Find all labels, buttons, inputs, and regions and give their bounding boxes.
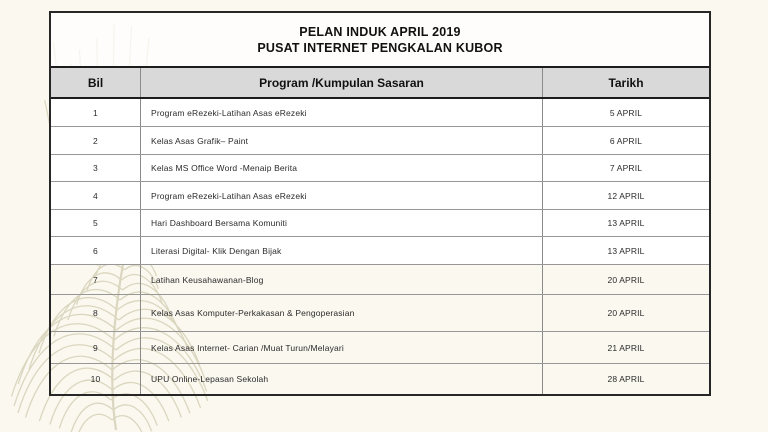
bil-cell: 3 (93, 163, 98, 173)
program-cell: Program eRezeki-Latihan Asas eRezeki (140, 182, 543, 209)
table-row (51, 99, 709, 127)
program-cell: Kelas Asas Grafik– Paint (140, 127, 543, 154)
tarikh-cell: 12 APRIL (607, 190, 645, 201)
bil-cell: 8 (93, 308, 98, 318)
program-cell: Literasi Digital- Klik Dengan Bijak (140, 237, 543, 264)
program-cell: Kelas Asas Internet- Carian /Muat Turun/Melayari (140, 332, 543, 363)
bil-cell: 5 (93, 218, 98, 228)
bil-cell: 10 (90, 374, 101, 384)
table-row (51, 127, 709, 155)
bil-cell: 4 (93, 190, 98, 201)
tarikh-cell: 28 APRIL (607, 374, 645, 384)
bil-cell: 7 (93, 274, 98, 285)
bil-cell: 2 (93, 135, 98, 146)
title-line-2: PUSAT INTERNET PENGKALAN KUBOR (257, 40, 503, 55)
table-header-row (51, 68, 709, 99)
header-program: Program /Kumpulan Sasaran (140, 68, 543, 97)
table-row (51, 182, 709, 210)
tarikh-cell: 13 APRIL (607, 245, 645, 256)
table-title (51, 13, 709, 68)
table-row (51, 155, 709, 182)
bil-cell: 9 (93, 342, 98, 353)
tarikh-cell: 7 APRIL (609, 163, 643, 173)
tarikh-cell: 20 APRIL (607, 274, 645, 285)
table-row (51, 237, 709, 265)
table-row (51, 332, 709, 364)
table-row (51, 295, 709, 332)
tarikh-cell: 20 APRIL (607, 308, 645, 318)
tarikh-cell: 13 APRIL (607, 218, 645, 228)
schedule-table (49, 11, 711, 396)
table-row (51, 265, 709, 295)
bil-cell: 1 (93, 107, 98, 118)
table-row (51, 364, 709, 394)
program-cell: Kelas MS Office Word -Menaip Berita (140, 155, 543, 181)
tarikh-cell: 6 APRIL (609, 135, 643, 146)
title-line-1: PELAN INDUK APRIL 2019 (299, 24, 461, 39)
header-tarikh: Tarikh (608, 75, 644, 90)
program-cell: UPU Online-Lepasan Sekolah (140, 364, 543, 394)
header-bil: Bil (87, 75, 104, 90)
tarikh-cell: 5 APRIL (609, 107, 643, 118)
program-cell: Kelas Asas Komputer-Perkakasan & Pengoperasian (140, 295, 543, 331)
program-cell: Program eRezeki-Latihan Asas eRezeki (140, 99, 543, 126)
program-cell: Hari Dashboard Bersama Komuniti (140, 210, 543, 236)
table-body (51, 99, 709, 394)
bil-cell: 6 (93, 245, 98, 256)
tarikh-cell: 21 APRIL (607, 342, 645, 353)
program-cell: Latihan Keusahawanan-Blog (140, 265, 543, 294)
table-row (51, 210, 709, 237)
